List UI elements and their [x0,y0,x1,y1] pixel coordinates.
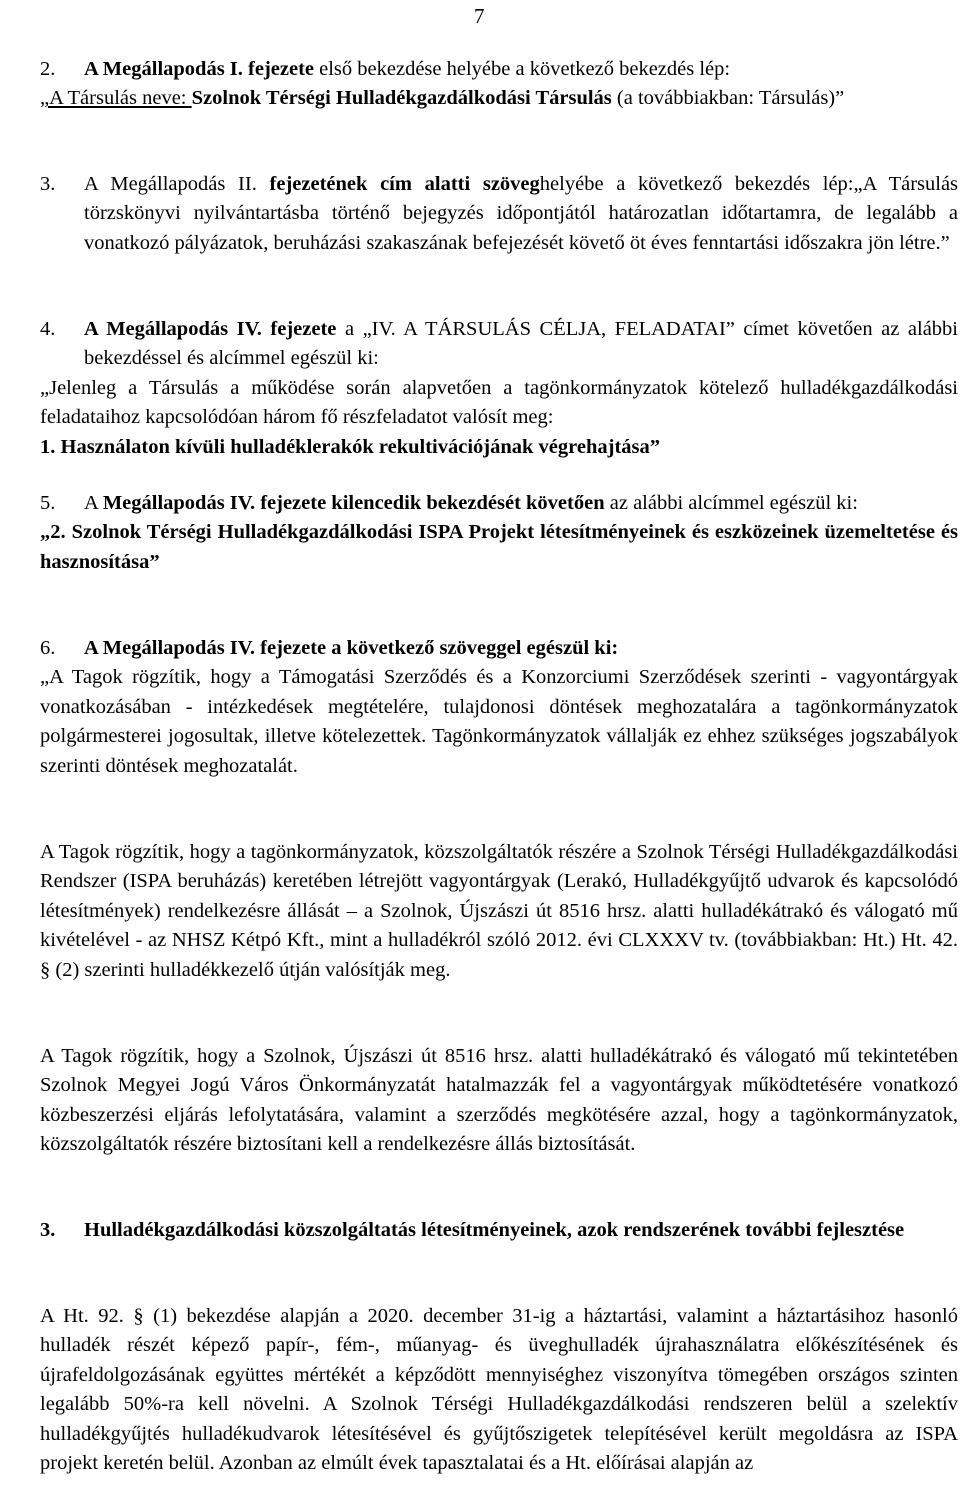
underlined-text: „A Társulás neve: [40,87,192,110]
paragraph-text: A Tagok rögzítik, hogy a tagönkormányzatok, közszolgáltatók részére a Szolnok Térségi Hulladékgazdálkodási Rendszer (ISPA beruházás) keretében létrejött vagyontárgyak (Lerakó, Hulladékgyűjtő udvarok és kapcsolódó létesítmények) rendelkezésre állását – a Szolnok, Újszászi út 8516 hrsz. alatti hulladékátrakó és válogató mű kivételével - az NHSZ Kétpó Kft., mint a hulladékról szóló 2012. évi CLXXXV tv. (továbbiakban: Ht.) Ht. 42. § (2) szerinti hulladékkezelő útján valósítják meg. [40,841,958,981]
page-number: 7 [474,4,485,28]
list-item-6 [40,634,958,781]
heading-number: 3. [40,1219,56,1241]
paragraph-3 [40,1302,958,1478]
bold-text: Szolnok Térségi Hulladékgazdálkodási Társulás [191,87,612,110]
paragraph-text: A Ht. 92. § (1) bekezdése alapján a 2020. december 31-ig a háztartási, valamint a háztartásihoz hasonló hulladék részét képező papír-, fém-, műanyag- és üveghulladék újrahasználatra előkészítésének és újrafeldolgozásának együttes mértékét a képződött mennyiséghez viszonyítva tömegében országos szinten legalább 50%-ra kell növelni. A Szolnok Térségi Hulladékgazdálkodási rendszeren belül a szelektív hulladékgyűjtés hulladékudvarok létesítésével és gyűjtőszigetek telepítésével került megoldásra az ISPA projekt keretén belül. Azonban az elmúlt évek tapasztalatai és a Ht. előírásai alapján az [40,1305,958,1475]
item-number: 5. [40,492,56,514]
section-heading-3 [40,1216,958,1245]
item-number: 3. [40,173,56,195]
heading-text: Hulladékgazdálkodási közszolgáltatás létesítményeinek, azok rendszerének további fejlesztése [84,1219,905,1241]
item-text [84,55,958,84]
quoted-paragraph: „Jelenleg a Társulás a működése során alapvetően a tagönkormányzatok kötelező hulladékgazdálkodási feladataihoz kapcsolódóan három fő részfeladatot valósít meg: [40,376,958,429]
text [257,173,270,195]
bold-text: Megállapodás IV. fejezete kilencedik bekezdését követően [102,492,605,514]
bold-text: A Megállapodás I. [84,58,243,80]
list-item-3 [40,170,958,258]
bold-text: fejezete [248,58,315,80]
item-number: 6. [40,637,56,659]
list-item-4 [40,315,958,462]
quoted-paragraph: „A Tagok rögzítik, hogy a Támogatási Szerződés és a Konzorciumi Szerződések szerinti - vagyontárgyak vonatkozásában - intézkedések megtételére, tulajdonosi döntések meghozatalára a tagönkormányzatok polgármesterei jogosultak, illetve kötelezettek. Tagönkormányzatok vállalják ez ehhez szükséges jogszabályok szerinti döntések meghozatalát. [40,666,958,777]
item-text [84,170,958,258]
text: az alábbi alcímmel egészül ki: [604,492,858,514]
text: (a továbbiakban: Társulás)” [611,87,845,110]
bold-text: A Megállapodás IV. fejezete [84,318,337,340]
item-text: A Megállapodás IV. fejezete a következő szöveggel egészül ki: [84,637,619,659]
text: A Megállapodás II. [84,173,257,195]
text: A [84,492,103,514]
subtitle: „2. Szolnok Térségi Hulladékgazdálkodási ISPA Projekt létesítményeinek és eszközeinek üzemeltetése és hasznosítása” [40,521,958,573]
paragraph-text: A Tagok rögzítik, hogy a Szolnok, Újszászi út 8516 hrsz. alatti hulladékátrakó és válogató mű tekintetében Szolnok Megyei Jogú Város Önkormányzatát hatalmazzák fel a vagyontárgyak működtetésére vonatkozó közbeszerzési eljárás lefolytatására, valamint a szerződés megkötésére azzal, hogy a tagönkormányzatok, közszolgáltatók részére biztosítani kell a rendelkezésre állás biztosítását. [40,1045,958,1156]
paragraph-1 [40,838,958,985]
text: a „IV. A TÁRSULÁS CÉLJA, FELADATAI” címet követően az alábbi bekezdéssel és alcímmel egészül ki: [84,318,959,370]
bold-text: fejezetének cím alatti szöveg [269,173,540,195]
list-item-5 [40,489,958,577]
list-item-2 [40,55,958,114]
item-number: 2. [40,58,56,80]
text: első bekezdése helyébe a következő bekezdés lép: [314,58,731,80]
subtitle: 1. Használaton kívüli hulladéklerakók rekultivációjának végrehajtása” [40,435,661,458]
paragraph-2 [40,1042,958,1160]
text: helyébe a következő bekezdés lép:„A Társulás törzskönyvi nyilvántartásba történő bejegyzés időpontjától határozatlan időtartamra, de legalább a vonatkozó pályázatok, beruházási szakaszának befejezését követő öt éves fenntartási időszakra jön létre.” [84,173,959,254]
item-text [84,489,958,518]
item-text [84,315,958,374]
item-number: 4. [40,318,56,340]
quoted-name [40,84,958,113]
